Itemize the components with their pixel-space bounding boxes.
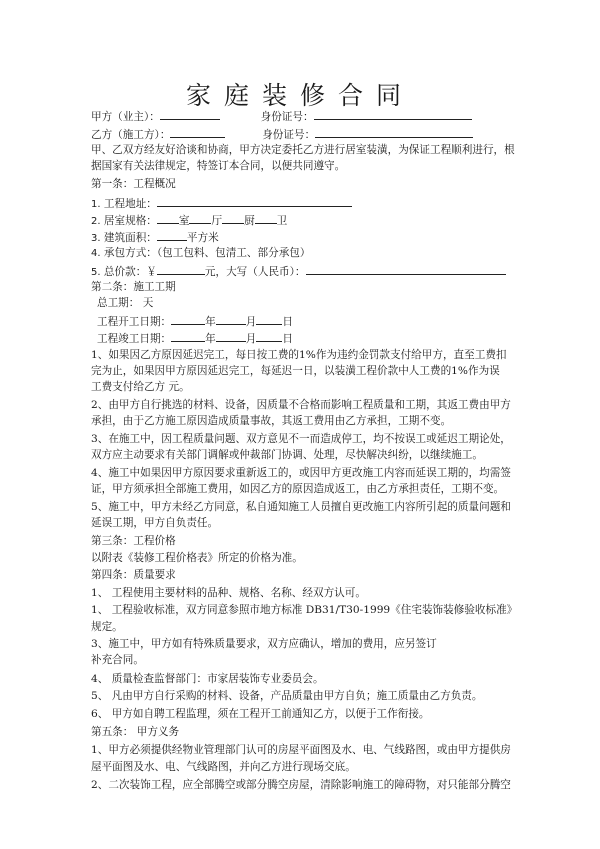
quality-item-4: 4、 质量检查监督部门：市家居装饰专业委员会。 (91, 673, 324, 685)
material-clause-line-1: 2、由甲方自行挑选的材料、设备，因质量不合格而影响工程质量和工期，其返工费由甲方 (91, 399, 511, 411)
party-b-id-label: 身份证号： (262, 129, 316, 141)
end-day-field[interactable] (256, 330, 282, 342)
intro-line-1: 甲、乙双方经友好洽谈和协商，甲方决定委托乙方进行居室装潢，为保证工程顺利进行，根 (91, 144, 515, 156)
quality-item-2-line-2: 规定。 (91, 621, 123, 633)
month-label: 月 (245, 333, 257, 345)
area-field[interactable] (157, 229, 187, 241)
bath-field[interactable] (255, 212, 277, 224)
rework-clause-line-1: 4、施工中如果因甲方原因要求重新返工的，或因甲方更改施工内容而延误工期的，均需签 (91, 467, 511, 479)
year-label: 年 (205, 316, 216, 328)
total-duration: 总工期： 天 (97, 297, 154, 309)
start-date-row (97, 313, 293, 329)
quality-item-6: 6、 甲方如自聘工程监理，须在工程开工前通知乙方，以便于工作衔接。 (91, 708, 430, 720)
hall-field[interactable] (189, 212, 211, 224)
day-label: 日 (282, 316, 293, 328)
end-year-field[interactable] (171, 330, 205, 342)
party-b-id-field[interactable] (315, 126, 473, 138)
quality-item-1: 1、 工程使用主要材料的品种、规格、名称、经双方认可。 (91, 587, 366, 599)
price-field[interactable] (157, 263, 205, 275)
area-label: 建筑面积： (103, 232, 157, 244)
article1-item3 (91, 229, 219, 246)
bath-unit: 卫 (276, 215, 288, 227)
article5-heading: 第五条： 甲方义务 (91, 726, 180, 738)
price-words-field[interactable] (306, 263, 506, 275)
party-b-label: 乙方（施工方）： (91, 129, 171, 141)
quality-item-5: 5、 凡由甲方自行采购的材料、设备，产品质量由甲方自负；施工质量由乙方负责。 (91, 690, 483, 702)
rework-clause-line-2: 证，甲方须承担全部施工费用，如因乙方的原因造成返工，由乙方承担责任，工期不变。 (91, 483, 505, 495)
duty-item-1-line-2: 屋平面图及水、电、气线路图，并向乙方进行现场交底。 (91, 761, 356, 773)
end-date-row (97, 330, 293, 346)
article2-heading: 第二条：施工工期 (91, 281, 176, 293)
dispute-clause-line-2: 双方应主动要求有关部门调解或仲裁部门协调、处理，尽快解决纠纷，以继续施工。 (91, 449, 483, 461)
start-month-field[interactable] (216, 313, 246, 325)
item-number: 1. (91, 199, 101, 210)
kitchen-field[interactable] (222, 212, 244, 224)
duty-item-1-line-1: 1、甲方必须提供经物业管理部门认可的房屋平面图及水、电、气线路图，或由甲方提供房 (91, 744, 511, 756)
party-a-field[interactable] (160, 108, 220, 120)
room-spec-label: 居室规格： (103, 215, 157, 227)
article3-heading: 第三条：工程价格 (91, 535, 176, 547)
price-label: 总价款：￥ (103, 266, 157, 278)
change-clause-line-2: 延误工期，甲方自负责任。 (91, 517, 219, 529)
hall-unit: 厅 (211, 215, 223, 227)
dispute-clause-line-1: 3、在施工中，因工程质量问题、双方意见不一而造成停工，均不按误工或延迟工期论处， (91, 433, 511, 445)
start-day-field[interactable] (256, 313, 282, 325)
kitchen-unit: 厨 (244, 215, 255, 227)
article3-text: 以附表《装修工程价格表》所定的价格为准。 (91, 552, 303, 564)
article1-item2 (91, 212, 287, 229)
page-title: 家庭装修合同 (185, 81, 414, 110)
item-number: 4. (91, 248, 101, 259)
contract-mode: 承包方式：（包工包料、包清工、部分承包） (103, 247, 311, 259)
address-field[interactable] (157, 195, 352, 207)
price-words-label: 元，大写（人民币）： (204, 266, 306, 278)
party-a-id-label: 身份证号： (260, 111, 314, 123)
room-unit: 室 (178, 215, 190, 227)
quality-item-2-line-1: 1、 工程验收标准，双方同意参照市地方标准 DB31/T30-1999《住宅装饰装修验收标准》 (91, 604, 518, 616)
article4-heading: 第四条：质量要求 (91, 569, 176, 581)
article1-item4 (91, 246, 311, 261)
start-year-field[interactable] (171, 313, 205, 325)
item-number: 5. (91, 267, 101, 278)
item-number: 2. (91, 216, 101, 227)
start-date-label: 工程开工日期： (97, 316, 172, 328)
party-b-field[interactable] (170, 126, 225, 138)
day-label: 日 (282, 333, 293, 345)
intro-line-2: 据国家有关法律规定，特签订本合同，以便共同遵守。 (91, 160, 346, 172)
party-b-row (91, 126, 473, 142)
delay-clause-line-2: 完为止，如果因甲方原因延迟完工，每延迟一日，以装潢工程价款中人工费的1%作为误 (91, 365, 500, 377)
area-unit: 平方米 (186, 232, 219, 244)
change-clause-line-1: 5、施工中，甲方未经乙方同意，私自通知施工人员擅自更改施工内容所引起的质量问题和 (91, 501, 511, 513)
delay-clause-line-3: 工费支付给乙方 元。 (91, 381, 190, 393)
month-label: 月 (245, 316, 257, 328)
item-number: 3. (91, 233, 101, 244)
duty-item-2-line-1: 2、二次装饰工程，应全部腾空或部分腾空房屋，清除影响施工的障碍物，对只能部分腾空 (91, 779, 511, 791)
party-a-row (91, 108, 472, 124)
party-a-id-field[interactable] (314, 108, 472, 120)
address-label: 工程地址： (103, 198, 157, 210)
quality-item-3-line-1: 3、施工中，甲方如有特殊质量要求，双方应确认，增加的费用，应另签订 (91, 638, 437, 650)
article1-item1 (91, 195, 352, 212)
year-label: 年 (205, 333, 216, 345)
article1-item5 (91, 263, 506, 280)
end-month-field[interactable] (216, 330, 246, 342)
party-a-label: 甲方（业主）： (91, 111, 160, 123)
delay-clause-line-1: 1、如果因乙方原因延迟完工，每日按工费的1%作为违约金罚款支付给甲方，直至工费扣 (91, 349, 507, 361)
quality-item-3-line-2: 补充合同。 (91, 654, 144, 666)
room-field[interactable] (157, 212, 179, 224)
end-date-label: 工程竣工日期： (97, 333, 172, 345)
material-clause-line-2: 承担，由于乙方施工原因造成质量事故，其返工费用由乙方承担，工期不变。 (91, 415, 452, 427)
article1-heading: 第一条：工程概况 (91, 178, 176, 190)
